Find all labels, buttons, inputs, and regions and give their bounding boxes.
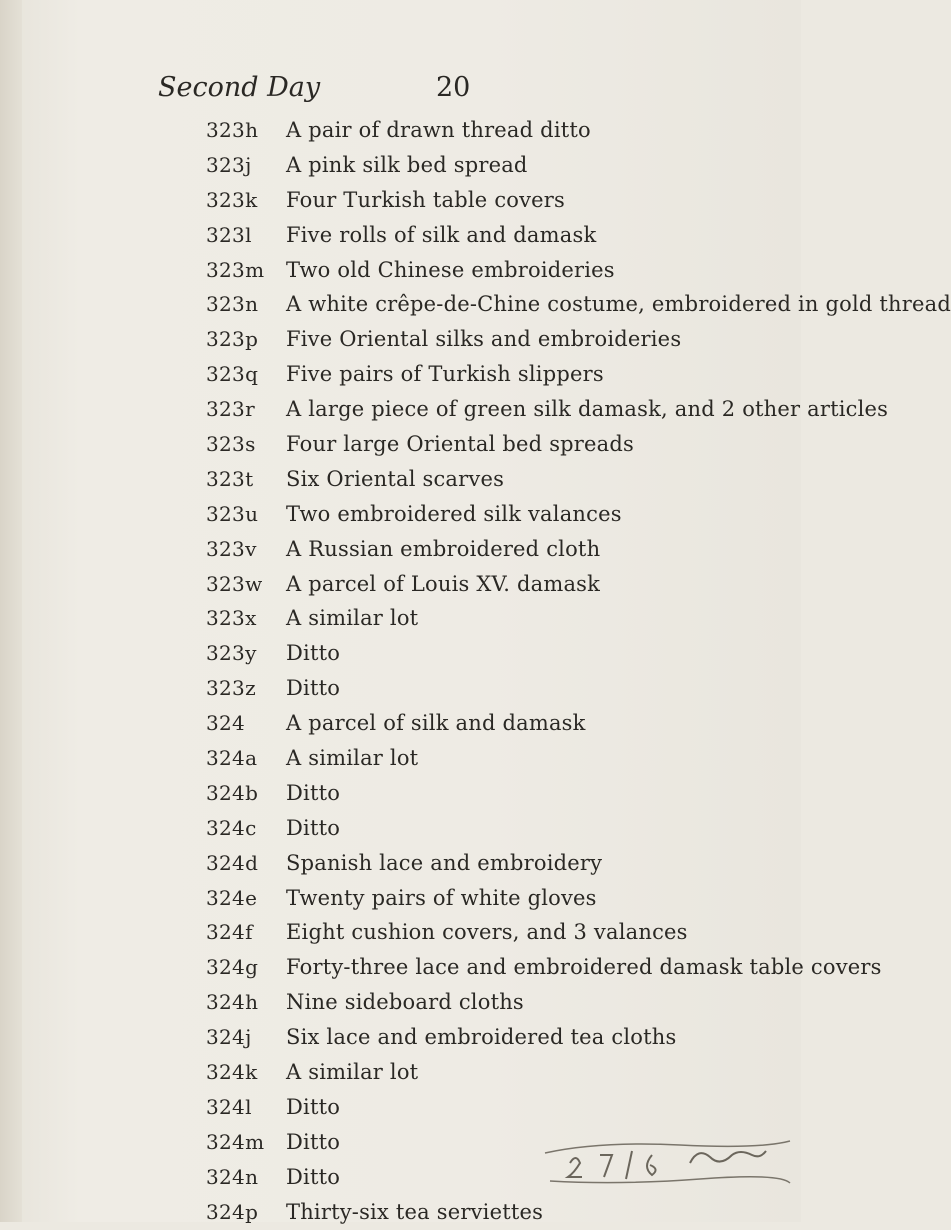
lot-number: 324d	[206, 850, 259, 875]
lot-description: Four Turkish table covers	[286, 187, 566, 212]
lot-number: 323h	[206, 118, 259, 142]
lot-description: Ditto	[286, 1129, 341, 1154]
lot-description: Five pairs of Turkish slippers	[286, 362, 604, 387]
lot-row	[0, 253, 801, 288]
lot-row	[0, 706, 801, 741]
lot-description: Ditto	[286, 1094, 341, 1119]
lot-row	[0, 392, 889, 427]
lot-number: 323x	[206, 606, 257, 631]
lot-number: 323j	[206, 152, 252, 177]
lot-number: 323n	[206, 292, 259, 317]
lot-number: 323s	[206, 432, 256, 457]
lot-number: 323z	[206, 676, 256, 701]
lot-row	[0, 846, 801, 881]
lot-number: 324l	[206, 1094, 252, 1119]
lot-number: 323q	[206, 362, 259, 387]
lot-description: A pink silk bed spread	[286, 152, 528, 177]
lot-number: 324	[206, 711, 246, 736]
lot-number: 323r	[206, 397, 255, 422]
lot-description: Ditto	[286, 676, 341, 701]
lot-description: Five Oriental silks and embroideries	[286, 327, 682, 352]
lot-number: 324c	[206, 815, 257, 840]
page-header	[158, 72, 658, 112]
lot-row	[0, 811, 801, 846]
lot-row	[0, 741, 801, 776]
lot-description: A pair of drawn thread ditto	[286, 118, 591, 142]
lot-row	[0, 113, 801, 148]
lot-row	[0, 1055, 801, 1090]
lot-description: A parcel of silk and damask	[286, 711, 586, 736]
lot-description: Five rolls of silk and damask	[286, 222, 597, 247]
lot-row	[0, 636, 801, 671]
lot-row	[0, 950, 882, 985]
lot-row	[0, 148, 801, 183]
lot-number: 323v	[206, 536, 257, 561]
lot-description: Twenty pairs of white gloves	[286, 885, 597, 910]
lot-number: 323t	[206, 466, 254, 491]
lot-description: A Russian embroidered cloth	[286, 536, 601, 561]
lot-number: 323u	[206, 501, 259, 526]
lot-description: Ditto	[286, 641, 341, 666]
lot-description: A white crêpe-de-Chine costume, embroidered in gold thread	[286, 292, 951, 317]
lot-description: Ditto	[286, 780, 341, 805]
lot-row	[0, 183, 801, 218]
lot-row	[0, 985, 801, 1020]
lot-number: 324j	[206, 1025, 252, 1050]
lot-number: 324h	[206, 990, 259, 1015]
lot-row	[0, 1090, 801, 1125]
lot-number: 323m	[206, 257, 265, 282]
lot-row	[0, 462, 801, 497]
lot-number: 324m	[206, 1129, 265, 1154]
lot-number: 324a	[206, 746, 258, 771]
lot-row	[0, 218, 801, 253]
lot-description: Nine sideboard cloths	[286, 990, 524, 1015]
day-heading: Second Day	[158, 72, 321, 103]
lot-number: 324b	[206, 780, 259, 805]
lot-description: Four large Oriental bed spreads	[286, 432, 635, 457]
lot-description: Two old Chinese embroideries	[286, 257, 615, 282]
lot-number: 323y	[206, 641, 257, 666]
lot-description: Forty-three lace and embroidered damask table covers	[286, 955, 882, 980]
lot-row	[0, 427, 801, 462]
lot-description: Spanish lace and embroidery	[286, 850, 603, 875]
lot-description: Six Oriental scarves	[286, 466, 505, 491]
lot-description: Six lace and embroidered tea cloths	[286, 1025, 677, 1050]
lot-description: Ditto	[286, 1164, 341, 1189]
lot-list	[0, 113, 951, 1230]
lot-row	[0, 287, 951, 322]
lot-number: 323k	[206, 187, 258, 212]
lot-row	[0, 671, 801, 706]
lot-number: 323l	[206, 222, 252, 247]
lot-description: A similar lot	[286, 746, 419, 771]
lot-row	[0, 881, 801, 916]
lot-number: 324g	[206, 955, 259, 980]
lot-row	[0, 1020, 801, 1055]
lot-row	[0, 532, 801, 567]
lot-row	[0, 915, 801, 950]
lot-description: Eight cushion covers, and 3 valances	[286, 920, 688, 945]
lot-description: A large piece of green silk damask, and 2 other articles	[286, 397, 889, 422]
lot-row	[0, 776, 801, 811]
lot-description: A parcel of Louis XV. damask	[286, 571, 601, 596]
handwritten-annotation-icon	[540, 1133, 795, 1188]
lot-description: Thirty-six tea serviettes	[286, 1199, 544, 1224]
lot-number: 323p	[206, 327, 259, 352]
lot-description: A similar lot	[286, 606, 419, 631]
lot-row	[0, 322, 801, 357]
lot-number: 323w	[206, 571, 263, 596]
lot-row	[0, 497, 801, 532]
page-number: 20	[436, 72, 471, 103]
lot-description: Two embroidered silk valances	[286, 501, 622, 526]
lot-row	[0, 357, 801, 392]
lot-number: 324f	[206, 920, 253, 945]
lot-description: A similar lot	[286, 1060, 419, 1085]
lot-number: 324e	[206, 885, 258, 910]
lot-number: 324p	[206, 1199, 259, 1224]
lot-row	[0, 601, 801, 636]
lot-number: 324n	[206, 1164, 259, 1189]
lot-row	[0, 567, 801, 602]
lot-row	[0, 1195, 801, 1230]
lot-number: 324k	[206, 1060, 258, 1085]
lot-description: Ditto	[286, 815, 341, 840]
